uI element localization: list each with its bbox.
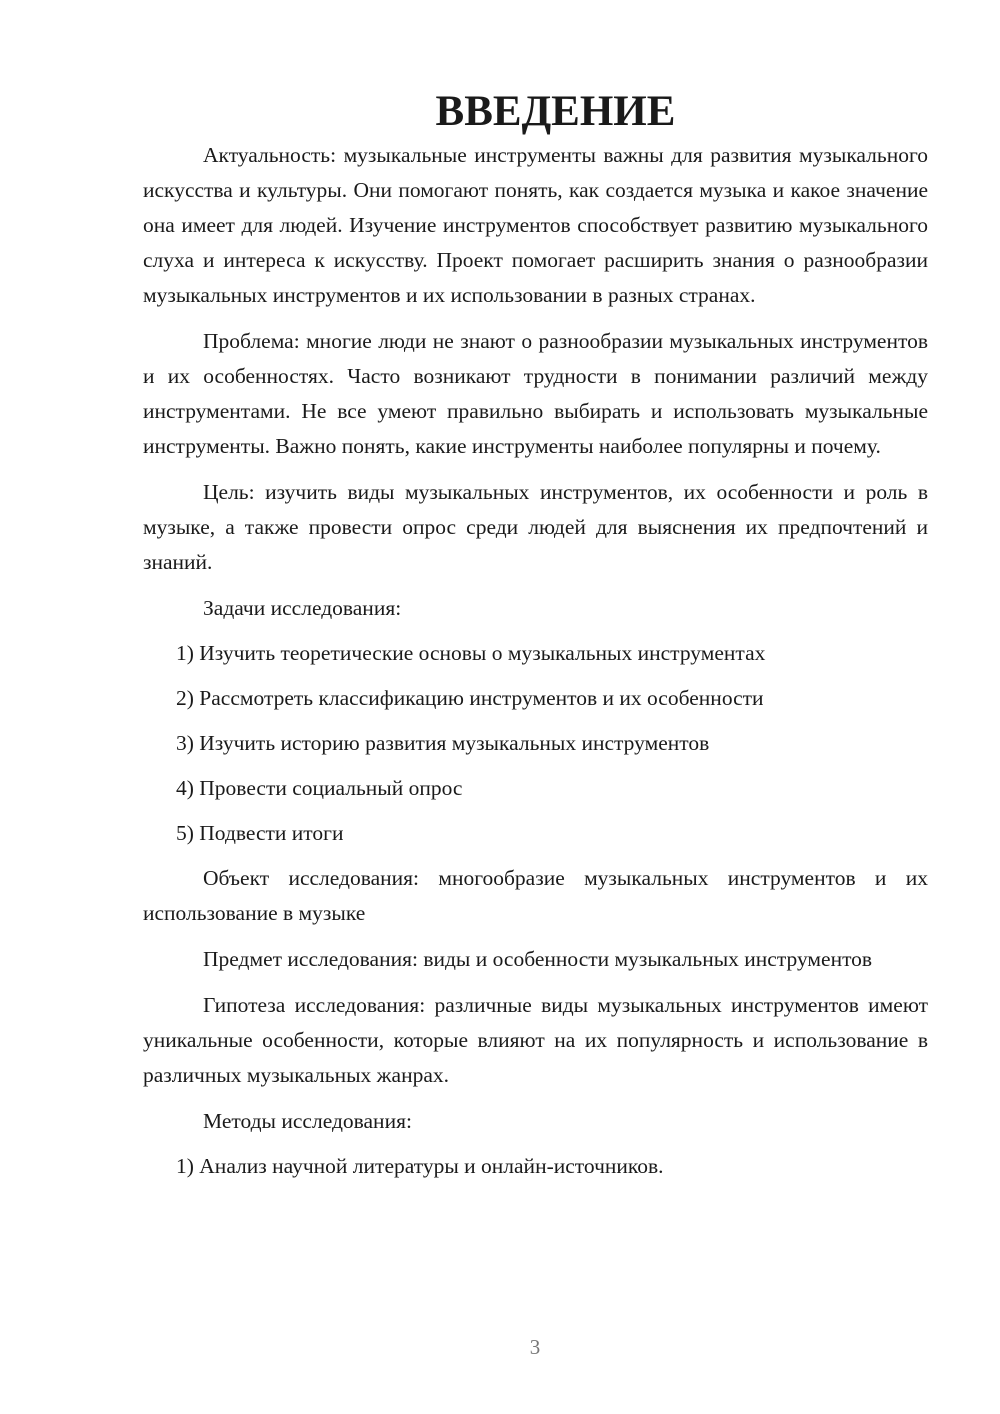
page-number: 3 [529, 1335, 541, 1359]
tasks-list [143, 636, 928, 851]
list-item: 2) Рассмотреть классификацию инструментов и их особенности [176, 686, 764, 710]
hypothesis-paragraph: Гипотеза исследования: различные виды музыкальных инструментов имеют уникальные особенности, которые влияют на их популярность и использование в различных музыкальных жанрах. [143, 993, 928, 1087]
methods-list [143, 1149, 928, 1184]
problem-paragraph: Проблема: многие люди не знают о разнообразии музыкальных инструментов и их особенностях. Часто возникают трудности в понимании различий между инструментами. Не все умеют правильно выбирать и использовать музыкальные инструменты. Важно понять, какие инструменты наиболее популярны и почему. [143, 329, 928, 458]
list-item: 3) Изучить историю развития музыкальных инструментов [176, 731, 710, 755]
document-page [143, 88, 928, 1194]
goal-paragraph: Цель: изучить виды музыкальных инструментов, их особенности и роль в музыке, а также провести опрос среди людей для выяснения их предпочтений и знаний. [143, 480, 928, 574]
list-item: 4) Провести социальный опрос [176, 776, 463, 800]
section-title: ВВЕДЕНИЕ [435, 88, 676, 135]
subject-paragraph: Предмет исследования: виды и особенности музыкальных инструментов [203, 947, 873, 971]
relevance-paragraph: Актуальность: музыкальные инструменты важны для развития музыкального искусства и культуры. Они помогают понять, как создается музыка и какое значение она имеет для людей. Изучение инструментов способствует развитию музыкального слуха и интереса к искусству. Проект помогает расширить знания о разнообразии музыкальных инструментов и их использовании в разных странах. [143, 143, 928, 307]
list-item: 1) Анализ научной литературы и онлайн-источников. [176, 1154, 664, 1178]
methods-heading: Методы исследования: [203, 1109, 412, 1133]
list-item: 1) Изучить теоретические основы о музыкальных инструментах [176, 641, 766, 665]
list-item: 5) Подвести итоги [176, 821, 344, 845]
object-paragraph: Объект исследования: многообразие музыкальных инструментов и их использование в музыке [143, 866, 928, 925]
tasks-heading: Задачи исследования: [203, 596, 402, 620]
